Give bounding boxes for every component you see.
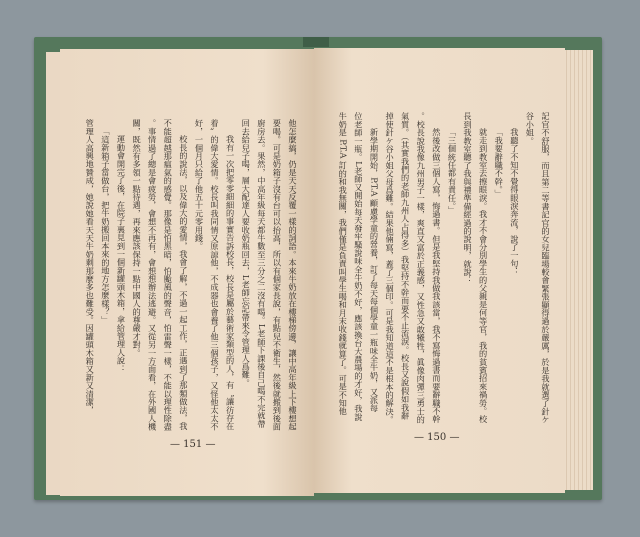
page-edges-right [563,50,593,490]
page-151 [60,49,314,496]
text-column: 運動會開完了後，在院子裏見到一個新罐頭木箱，拿給管理人說： [116,135,127,374]
text-column: 記官不舒服，而且第二等書記官的女兒臨場較會緊張顯得過於嚴厲，於是我就選了針ケ [541,112,551,424]
text-column: 好，一個月只給了他五十元零用錢。 [194,119,205,251]
text-column: 不能超越那瘟氣的感覺。那像是怕黑暗，怕颱風的聲音，怕雷聲一樣，不能以理性除盡 [163,119,174,431]
page-number: — 150 — [414,432,460,443]
page-150 [314,48,565,493]
text-column: 「三個統任都有責任。」 [447,128,458,215]
text-column: 要喝。可是奶箱子沒有台可以抬高，所以有個家長說，有點兒不衛生，然後就搬到後面 [272,119,283,431]
text-column: 。校長說我像九州男子一樣，爽直又富於正義感，又性急又敢犧牲，眞像肉彈三勇士的 [416,112,427,424]
text-column: 我聽了不知不覺得眼淚奔流，說了一句： [509,128,520,276]
text-column: 我有一次把零零細細的事實告訴校長，校長是屬於藝術家類型的人，有〝讓彷存在 [225,135,236,431]
text-column: 「我要辭職不幹。」 [494,128,505,199]
text-column: 掉使針ケ谷小姐父母爲難。結果他倆寫，蓋了三個印。可是我知道這不是根本的解決。 [385,112,396,424]
page-151-text [82,119,300,457]
text-column: 長到我教室聽了我與禮準備經過的說明，就說： [463,112,474,285]
text-column: 位老師一瓶。L老師又開始每天發牢騷說味全牛奶不好，應該換台大農場的才好，我說 [353,112,364,421]
text-column: 關，既然有多領一點待遇，再來應該保持一點中國人的尊嚴才對。 [132,119,143,357]
text-column: 然後改做三個人寫，悔過書。但是我堅持我做我該當，我不寫悔過書而要辭職不幹 [431,128,442,424]
text-column: 。事情過了總是會疲勞，會想不再有，會想想辦法逃避。又從另一方面看，在外國人機 [147,119,158,431]
text-column: 牛奶是 P.T.A 訂的和我無關，我們僅是負責叫學生喝和月末收錢就算了。可是不知他 [338,112,349,416]
text-column: 新學期開始，P.T.A 顧慮學童的營養，訂了每天每個學童一瓶味全牛奶，又派每 [369,128,380,413]
page-number: — 151 — [170,439,216,450]
book-spine [303,37,329,47]
page-150-text [335,112,553,450]
text-column: 氣質。（其實我們的老師九州人占得多）我堅持不幹而要不止流淚。校長又說假如我辭 [400,112,411,420]
text-column: 着〞的偉大愛情。校長叫我同情又原諒他，不成器也會養了他三個孩子，又怪他太太不 [210,119,221,431]
text-column: 谷小姐。 [525,112,536,145]
text-column: 「這新箱子當做台，把牛奶搬回本來的地方怎麼樣？」 [100,127,111,324]
text-column: 他怎麼搞，仍是天天反覆一樣的詞語。本來牛奶放在樓梯傍邊，讓中高年級上下樓想起 [288,119,298,431]
text-column: 廚房去。果然，中高年級每天都牛數至三分之二沒有喝。L老師下課後自己喝不完就帶 [256,119,267,428]
text-column: 回去給兒子喝，層大配達人要收奶瓶回去，L老師忘記帶來令管理人爲難。 [241,119,252,387]
text-column: 就走到教室去擦眼淚。我才不會分別學生的父親是何等官，我的貧賓招來禍勞。校 [478,128,489,424]
text-column: 管理人高興地贊成，她說她看天天牛奶剩那麼多也難受。因罐頭木箱又新又清潔， [85,119,96,415]
text-column: 校長的說法，以及偉大的愛情，我會了解，不過一起工作，正遇到了那類做法，我 [178,135,189,431]
